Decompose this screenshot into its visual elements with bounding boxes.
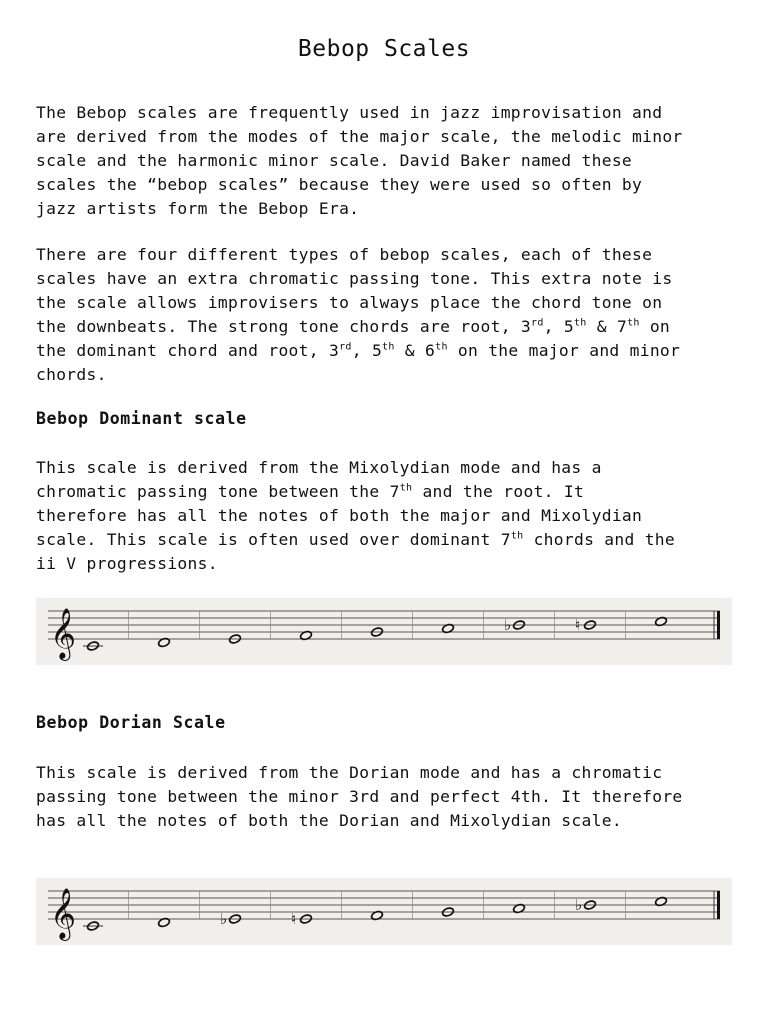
dorian-paragraph: [36, 761, 736, 833]
dorian-notation: [36, 878, 732, 945]
intro-line: jazz artists form the Bebop Era.: [36, 199, 360, 218]
dominant-paragraph: [36, 456, 736, 576]
dorian-line: passing tone between the minor 3rd and perfect 4th. It therefore: [36, 787, 683, 806]
dorian-staff: [36, 878, 732, 945]
flat-sign-icon: ♭: [220, 910, 228, 928]
types-line: the downbeats. The strong tone chords are root, 3rd, 5th & 7th on: [36, 317, 671, 336]
dorian-line: This scale is derived from the Dorian mode and has a chromatic: [36, 763, 663, 782]
types-line: the dominant chord and root, 3rd, 5th & 6th on the major and minor: [36, 341, 681, 360]
types-paragraph: [36, 243, 736, 387]
dorian-line: has all the notes of both the Dorian and Mixolydian scale.: [36, 811, 622, 830]
intro-line: scale and the harmonic minor scale. David Baker named these: [36, 151, 633, 170]
intro-line: are derived from the modes of the major scale, the melodic minor: [36, 127, 683, 146]
dominant-line: scale. This scale is often used over dominant 7th chords and the: [36, 530, 676, 549]
natural-sign-icon: ♮: [291, 910, 297, 928]
dominant-line: This scale is derived from the Mixolydian mode and has a: [36, 458, 602, 477]
dominant-notation: [36, 598, 732, 665]
dominant-line: therefore has all the notes of both the major and Mixolydian: [36, 506, 643, 525]
dorian-heading: Bebop Dorian Scale: [36, 713, 226, 732]
dominant-heading: Bebop Dominant scale: [36, 409, 247, 428]
intro-line: scales the “bebop scales” because they were used so often by: [36, 175, 643, 194]
treble-clef-icon: 𝄞: [50, 888, 77, 939]
types-line: the scale allows improvisers to always place the chord tone on: [36, 293, 663, 312]
page-title: Bebop Scales: [297, 36, 471, 62]
intro-line: The Bebop scales are frequently used in jazz improvisation and: [36, 103, 663, 122]
flat-sign-icon: ♭: [575, 896, 583, 914]
treble-clef-icon: 𝄞: [50, 608, 77, 659]
natural-sign-icon: ♮: [575, 616, 581, 634]
dominant-line: ii V progressions.: [36, 554, 218, 573]
types-line: chords.: [36, 365, 107, 384]
dominant-staff: [36, 598, 732, 665]
types-line: scales have an extra chromatic passing tone. This extra note is: [36, 269, 673, 288]
intro-paragraph: [36, 101, 736, 221]
dominant-line: chromatic passing tone between the 7th and the root. It: [36, 482, 585, 501]
flat-sign-icon: ♭: [504, 616, 512, 634]
types-line: There are four different types of bebop scales, each of these: [36, 245, 653, 264]
